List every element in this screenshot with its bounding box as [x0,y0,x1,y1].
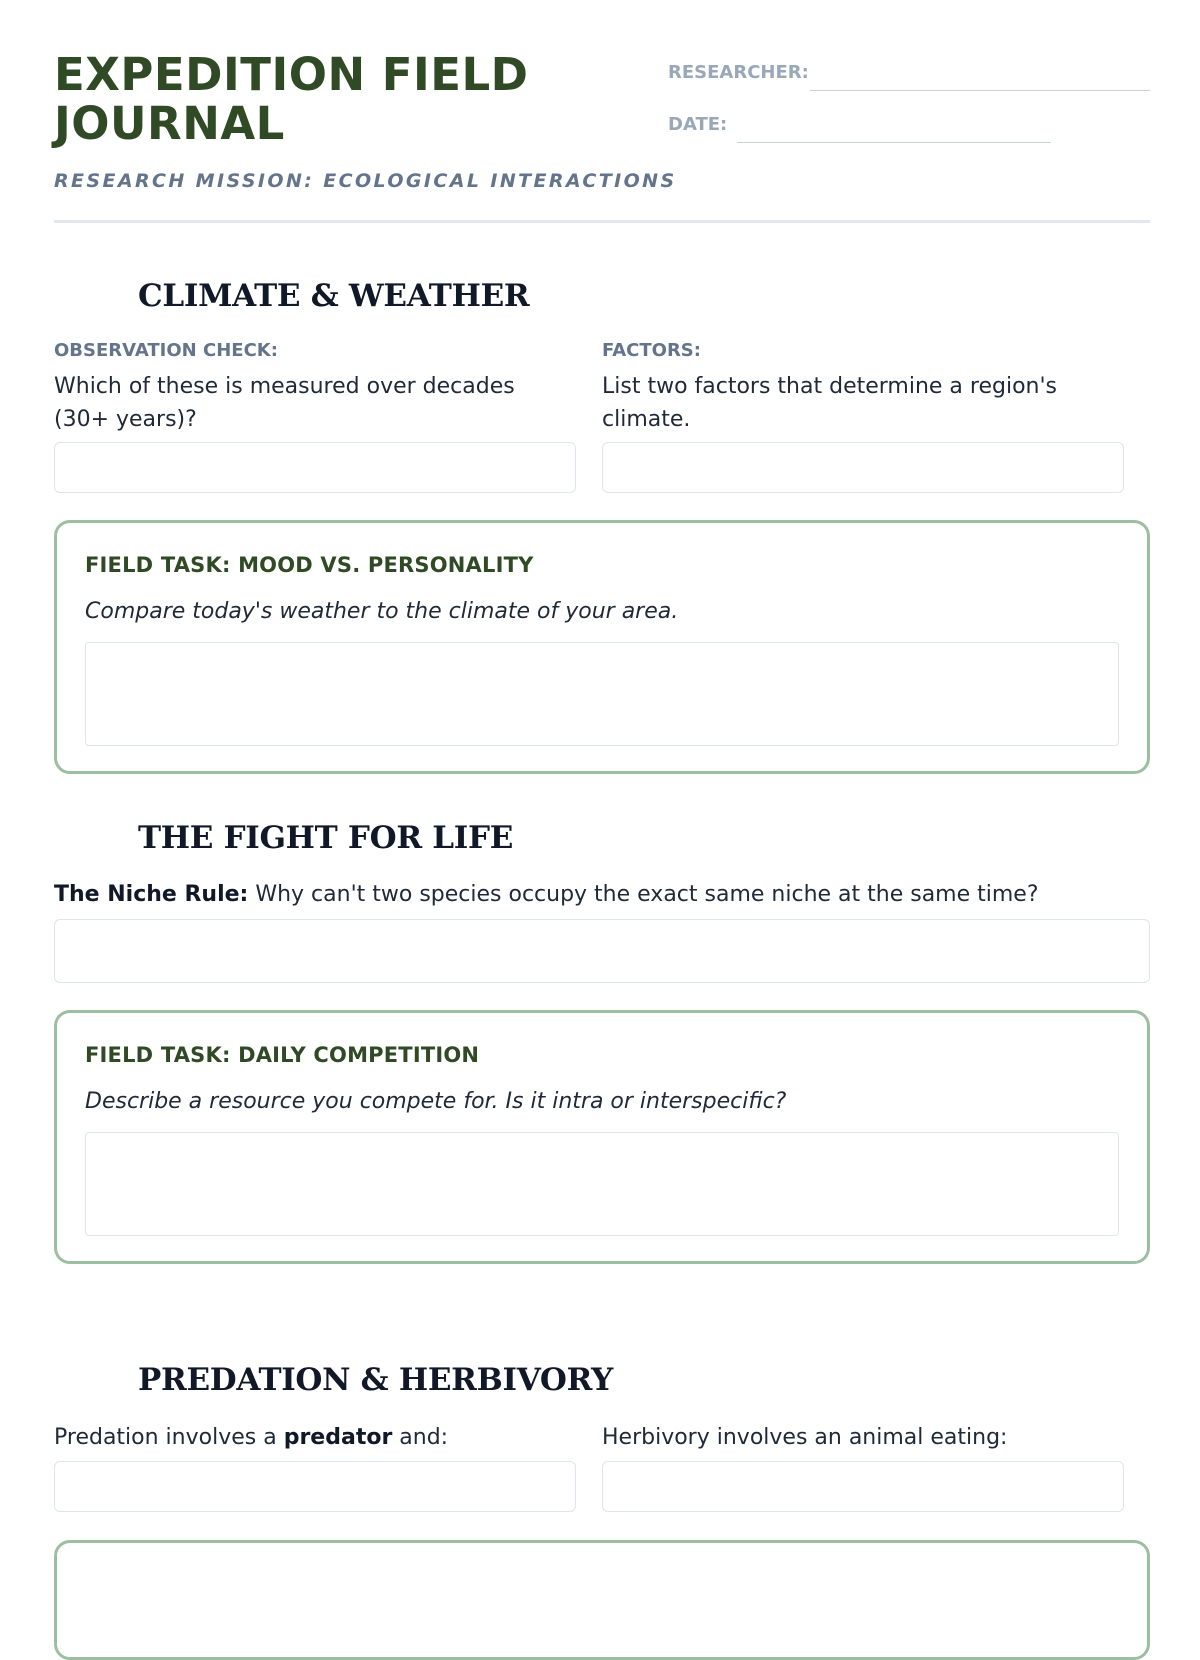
predation-answer[interactable] [54,1461,576,1512]
section-title-fight-for-life: THE FIGHT FOR LIFE [138,820,514,856]
worksheet-page [54,0,1150,1600]
date-label: DATE: [668,114,728,135]
observation-check-answer[interactable] [54,442,576,493]
researcher-field[interactable] [810,90,1150,91]
mission-subtitle: RESEARCH MISSION: ECOLOGICAL INTERACTIONS [54,170,677,192]
herbivory-answer[interactable] [602,1461,1124,1512]
section-title-predation: PREDATION & HERBIVORY [138,1362,613,1398]
field-task-prompt: Describe a resource you compete for. Is it intra or interspecific? [85,1089,787,1114]
journal-title: EXPEDITION FIELD JOURNAL [54,48,529,150]
niche-rule-question [54,878,1150,911]
field-task-title: FIELD TASK: DAILY COMPETITION [85,1043,480,1067]
herbivory-question: Herbivory involves an animal eating: [602,1425,1008,1450]
factors-question: List two factors that determine a region's climate. [602,374,1057,432]
niche-rule-answer[interactable] [54,919,1150,983]
header-divider [54,220,1150,223]
field-task-prompt: Compare today's weather to the climate of your area. [85,599,679,624]
field-task-card [54,520,1150,774]
predation-keyword: predator [283,1425,393,1450]
niche-rule-lead: The Niche Rule: [54,882,249,907]
factors-answer[interactable] [602,442,1124,493]
date-field[interactable] [737,142,1051,143]
predation-text-post: and: [392,1425,449,1450]
niche-rule-text: Why can't two species occupy the exact same niche at the same time? [248,882,1039,907]
predation-question [54,1421,576,1454]
researcher-label: RESEARCHER: [668,62,809,83]
section-title-climate: CLIMATE & WEATHER [138,278,530,314]
field-task-answer[interactable] [85,1132,1119,1236]
field-task-title: FIELD TASK: MOOD VS. PERSONALITY [85,553,534,577]
field-task-answer[interactable] [85,642,1119,746]
field-task-card [54,1010,1150,1264]
observation-check-question: Which of these is measured over decades (30+ years)? [54,374,515,432]
factors-label: FACTORS: [602,340,701,361]
observation-check-label: OBSERVATION CHECK: [54,340,278,361]
predation-text-pre: Predation involves a [54,1425,284,1450]
field-task-card [54,1540,1150,1660]
